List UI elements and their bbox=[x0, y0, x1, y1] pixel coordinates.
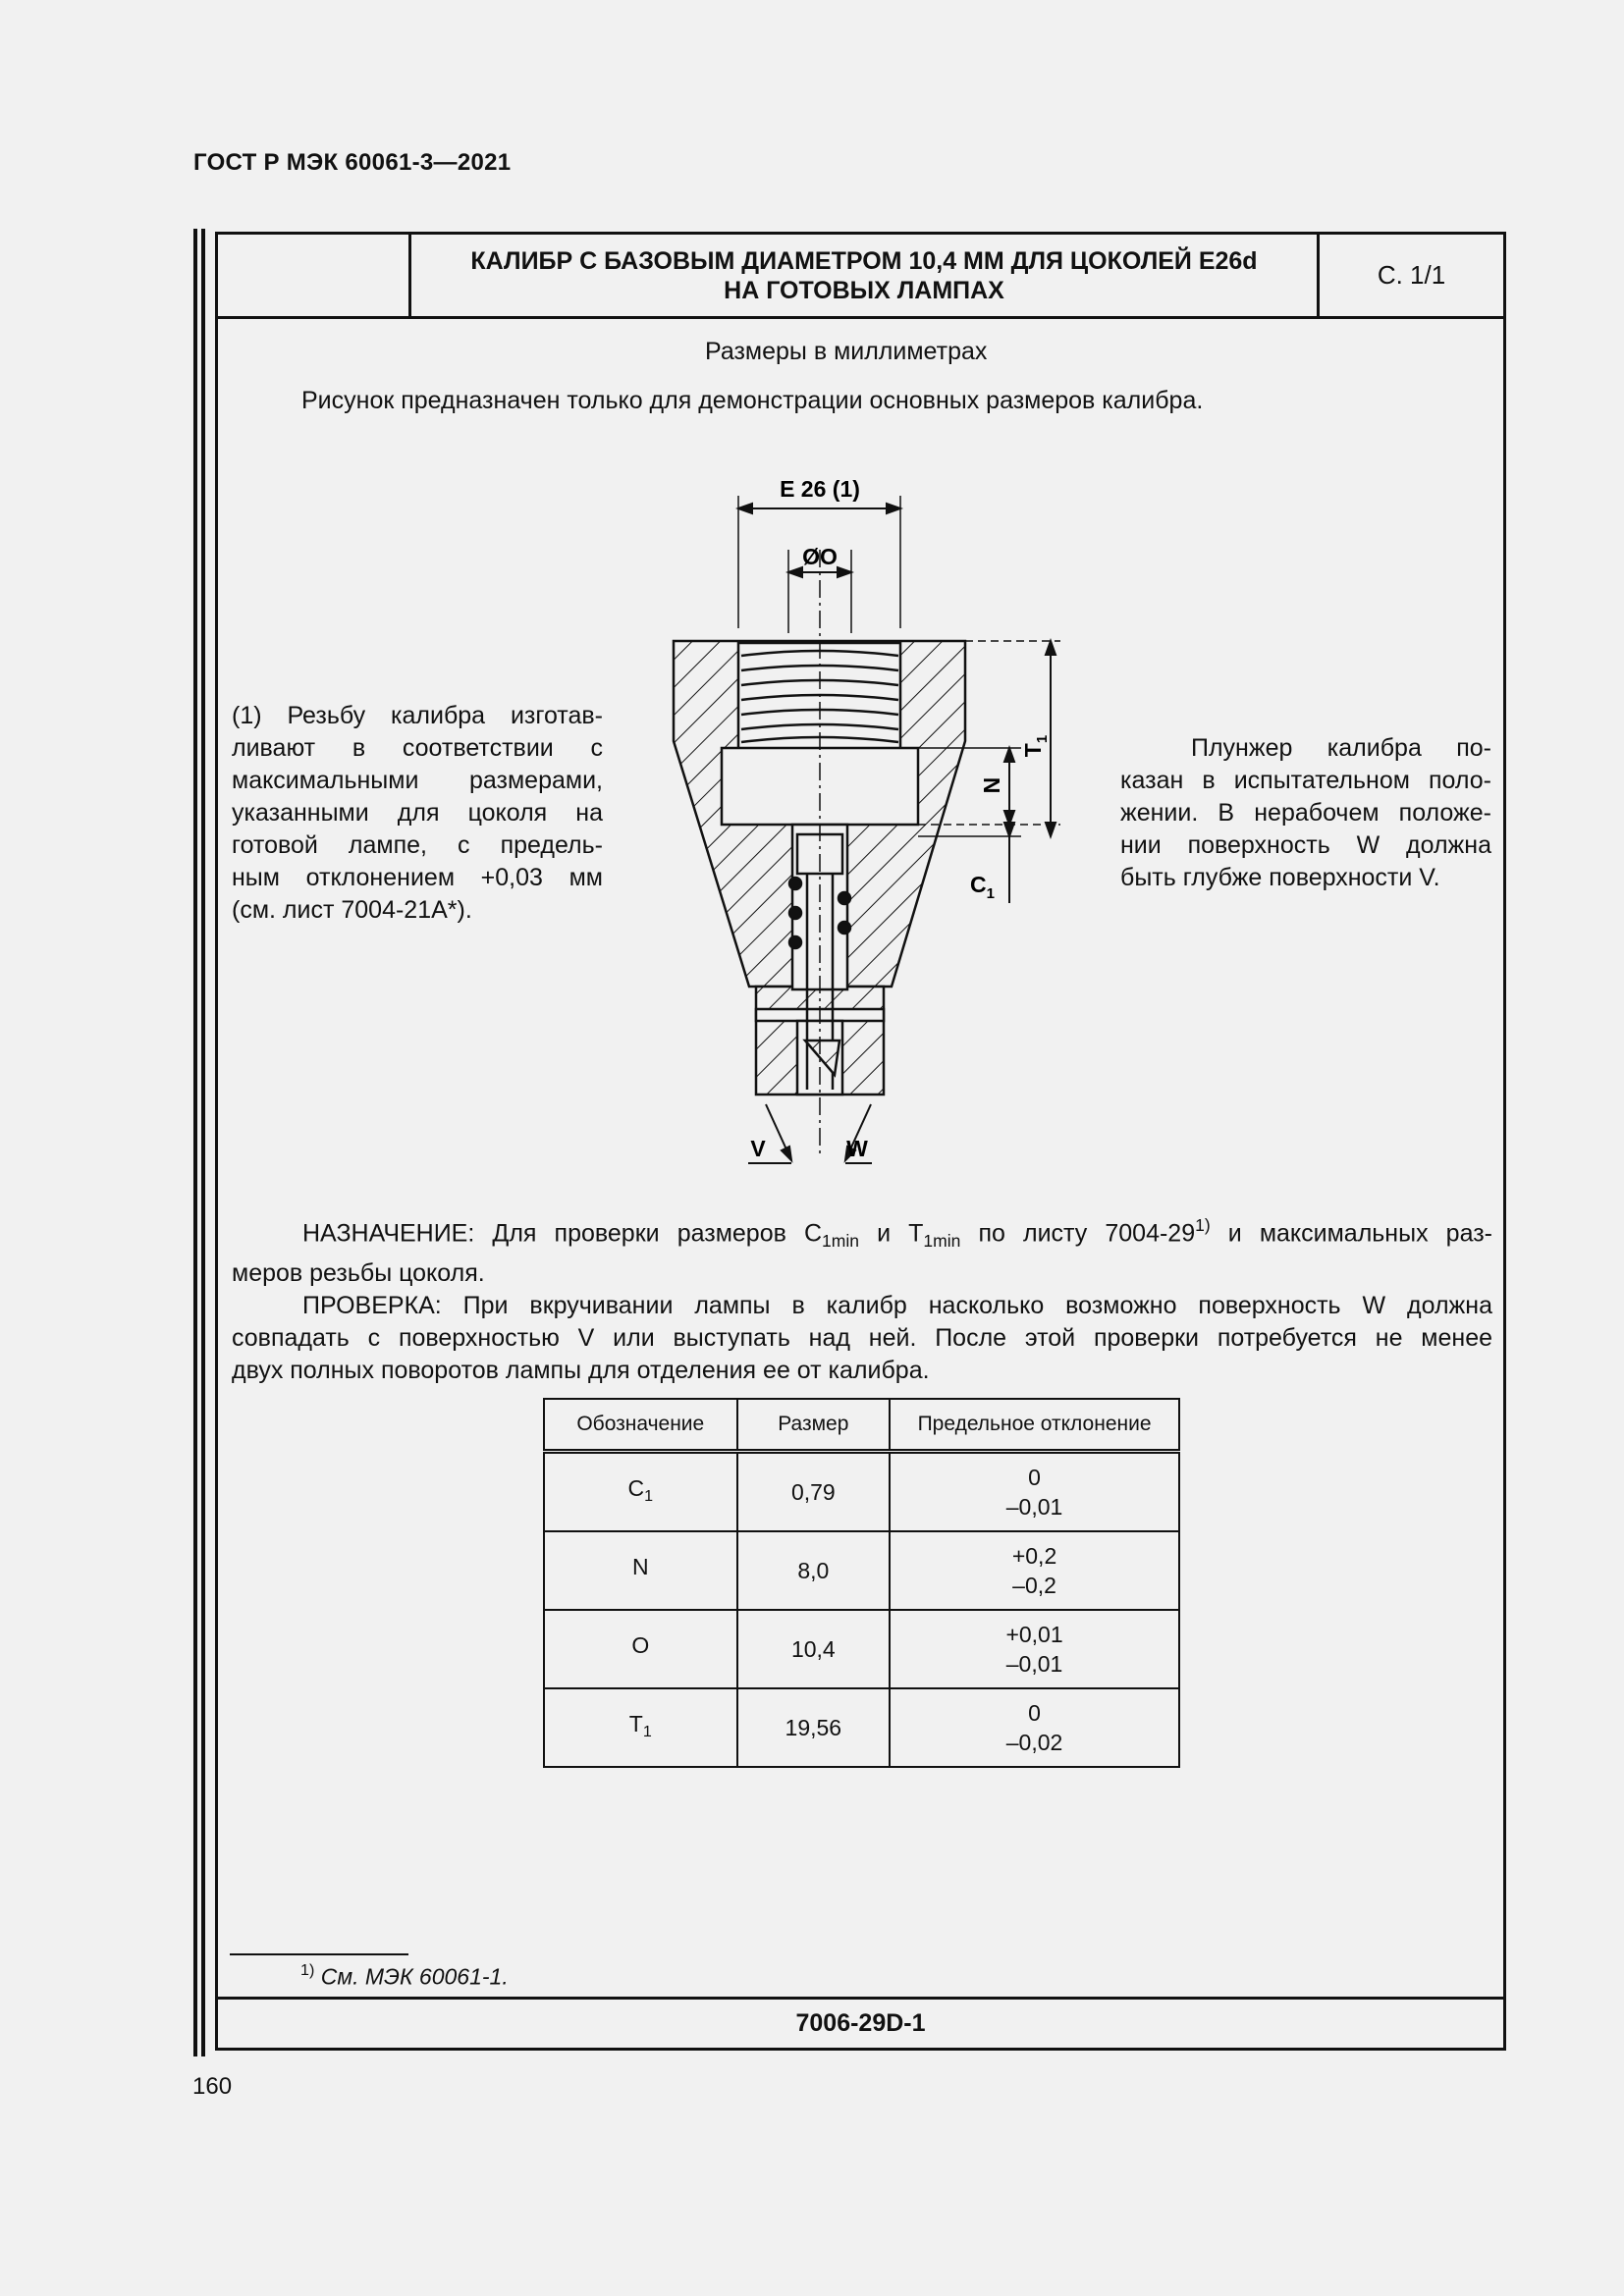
label-diameter-o: ØO bbox=[802, 544, 838, 569]
label-t1-sub: 1 bbox=[1034, 734, 1051, 744]
purpose-footnote-ref: 1) bbox=[1195, 1215, 1211, 1235]
purpose-text-a: НАЗНАЧЕНИЕ: Для проверки размеров С bbox=[302, 1219, 823, 1248]
plunger-note-line: Плунжер калибра по- bbox=[1191, 734, 1491, 762]
plunger-note-line: быть глубже поверхности V. bbox=[1120, 864, 1440, 891]
label-c1 bbox=[970, 872, 995, 902]
cell-deviation bbox=[890, 1610, 1179, 1688]
deviation-lower: –0,2 bbox=[1012, 1573, 1056, 1598]
purpose-text-c: по листу 7004-29 bbox=[960, 1219, 1196, 1248]
footnote-rule bbox=[230, 1953, 408, 1955]
purpose-line bbox=[232, 1209, 1492, 1257]
figure-note: Рисунок предназначен только для демонстрации основных размеров калибра. bbox=[301, 387, 1204, 414]
title-blank-cell bbox=[218, 235, 411, 316]
label-w: W bbox=[846, 1136, 868, 1161]
units-note: Размеры в миллиметрах bbox=[705, 338, 988, 365]
thread-note-line: максимальными размерами, bbox=[232, 767, 603, 794]
sheet-title-line2: НА ГОТОВЫХ ЛАМПАХ bbox=[724, 276, 1004, 304]
table-header-row bbox=[544, 1399, 1179, 1452]
left-margin-bar bbox=[193, 229, 197, 2056]
left-margin-bar bbox=[201, 229, 205, 2056]
sheet-title-line1: КАЛИБР С БАЗОВЫМ ДИАМЕТРОМ 10,4 ММ ДЛЯ ЦОКОЛЕЙ E26d bbox=[470, 246, 1258, 275]
cell-symbol bbox=[544, 1531, 737, 1610]
plunger-note-line: жении. В нерабочем положе- bbox=[1120, 799, 1491, 827]
page-reference: С. 1/1 bbox=[1377, 260, 1446, 290]
cell-symbol bbox=[544, 1610, 737, 1688]
thread-note-line: ливают в соответствии с bbox=[232, 734, 603, 762]
footnote-mark: 1) bbox=[300, 1961, 315, 1979]
label-v: V bbox=[750, 1136, 766, 1161]
symbol-text: T bbox=[628, 1711, 643, 1737]
thread-note-line: ным отклонением +0,03 мм bbox=[232, 864, 603, 891]
cell-symbol bbox=[544, 1688, 737, 1767]
plunger-note bbox=[1120, 732, 1491, 894]
deviation-upper: 0 bbox=[1028, 1465, 1041, 1490]
deviation-upper: +0,01 bbox=[1005, 1622, 1063, 1647]
purpose-text-b: и Т bbox=[858, 1219, 924, 1248]
purpose-section bbox=[232, 1209, 1492, 1387]
page-number: 160 bbox=[192, 2073, 233, 2100]
table-row bbox=[544, 1610, 1179, 1688]
table-row bbox=[544, 1531, 1179, 1610]
thread-note-line: готовой лампе, с предель- bbox=[232, 831, 603, 859]
cell-size: 8,0 bbox=[737, 1531, 890, 1610]
footnote bbox=[300, 1961, 509, 1991]
cell-deviation bbox=[890, 1531, 1179, 1610]
label-c1-sub: 1 bbox=[986, 885, 995, 902]
purpose-sub-c1: 1min bbox=[822, 1230, 859, 1251]
col-header-symbol: Обозначение bbox=[544, 1399, 737, 1452]
purpose-text-d: и максимальных раз- bbox=[1210, 1219, 1492, 1248]
thread-note-line: (см. лист 7004-21А*). bbox=[232, 896, 472, 924]
check-line: совпадать с поверхностью V или выступать над ней. После этой проверки потребуется не менее bbox=[232, 1323, 1492, 1352]
plunger-note-line: нии поверхность W должна bbox=[1120, 831, 1491, 859]
symbol-text: O bbox=[631, 1632, 650, 1659]
label-n: N bbox=[979, 776, 1004, 794]
thread-note-line: (1) Резьбу калибра изготав- bbox=[232, 702, 603, 729]
label-c1-main: C bbox=[970, 872, 987, 897]
deviation-upper: 0 bbox=[1028, 1700, 1041, 1726]
deviation-lower: –0,01 bbox=[1005, 1494, 1063, 1520]
gauge-drawing bbox=[628, 461, 1100, 1178]
plunger-note-line: казан в испытательном поло- bbox=[1120, 767, 1491, 794]
check-line: двух полных поворотов лампы для отделения ее от калибра. bbox=[232, 1356, 930, 1384]
deviation-lower: –0,01 bbox=[1005, 1651, 1063, 1677]
symbol-text: C bbox=[627, 1475, 645, 1502]
col-header-size: Размер bbox=[737, 1399, 890, 1452]
purpose-sub-t1: 1min bbox=[923, 1230, 961, 1251]
col-header-deviation: Предельное отклонение bbox=[890, 1399, 1179, 1452]
deviation-lower: –0,02 bbox=[1005, 1730, 1063, 1755]
deviation-upper: +0,2 bbox=[1011, 1543, 1057, 1569]
thread-note-line: указанными для цоколя на bbox=[232, 799, 603, 827]
cell-deviation bbox=[890, 1688, 1179, 1767]
symbol-sub: 1 bbox=[642, 1722, 652, 1740]
footnote-text: См. МЭК 60061-1. bbox=[314, 1963, 509, 1990]
cell-symbol bbox=[544, 1452, 737, 1532]
title-row bbox=[218, 235, 1503, 319]
label-e26: E 26 (1) bbox=[780, 476, 860, 502]
check-line: ПРОВЕРКА: При вкручивании лампы в калибр насколько возможно поверхность W должна bbox=[302, 1291, 1492, 1319]
cell-size: 19,56 bbox=[737, 1688, 890, 1767]
dimensions-table bbox=[543, 1398, 1180, 1768]
purpose-line: меров резьбы цоколя. bbox=[232, 1258, 485, 1287]
cell-deviation bbox=[890, 1452, 1179, 1532]
label-t1 bbox=[1020, 735, 1051, 757]
sheet-number: 7006-29D-1 bbox=[218, 1997, 1503, 2048]
sheet-title bbox=[411, 235, 1320, 316]
label-t1-main: T bbox=[1020, 743, 1046, 758]
table-row bbox=[544, 1688, 1179, 1767]
symbol-sub: 1 bbox=[644, 1486, 654, 1505]
cell-size: 0,79 bbox=[737, 1452, 890, 1532]
standard-header: ГОСТ Р МЭК 60061-3—2021 bbox=[193, 149, 512, 176]
table-row bbox=[544, 1452, 1179, 1532]
thread-note bbox=[232, 700, 603, 927]
symbol-text: N bbox=[631, 1554, 649, 1580]
cell-size: 10,4 bbox=[737, 1610, 890, 1688]
